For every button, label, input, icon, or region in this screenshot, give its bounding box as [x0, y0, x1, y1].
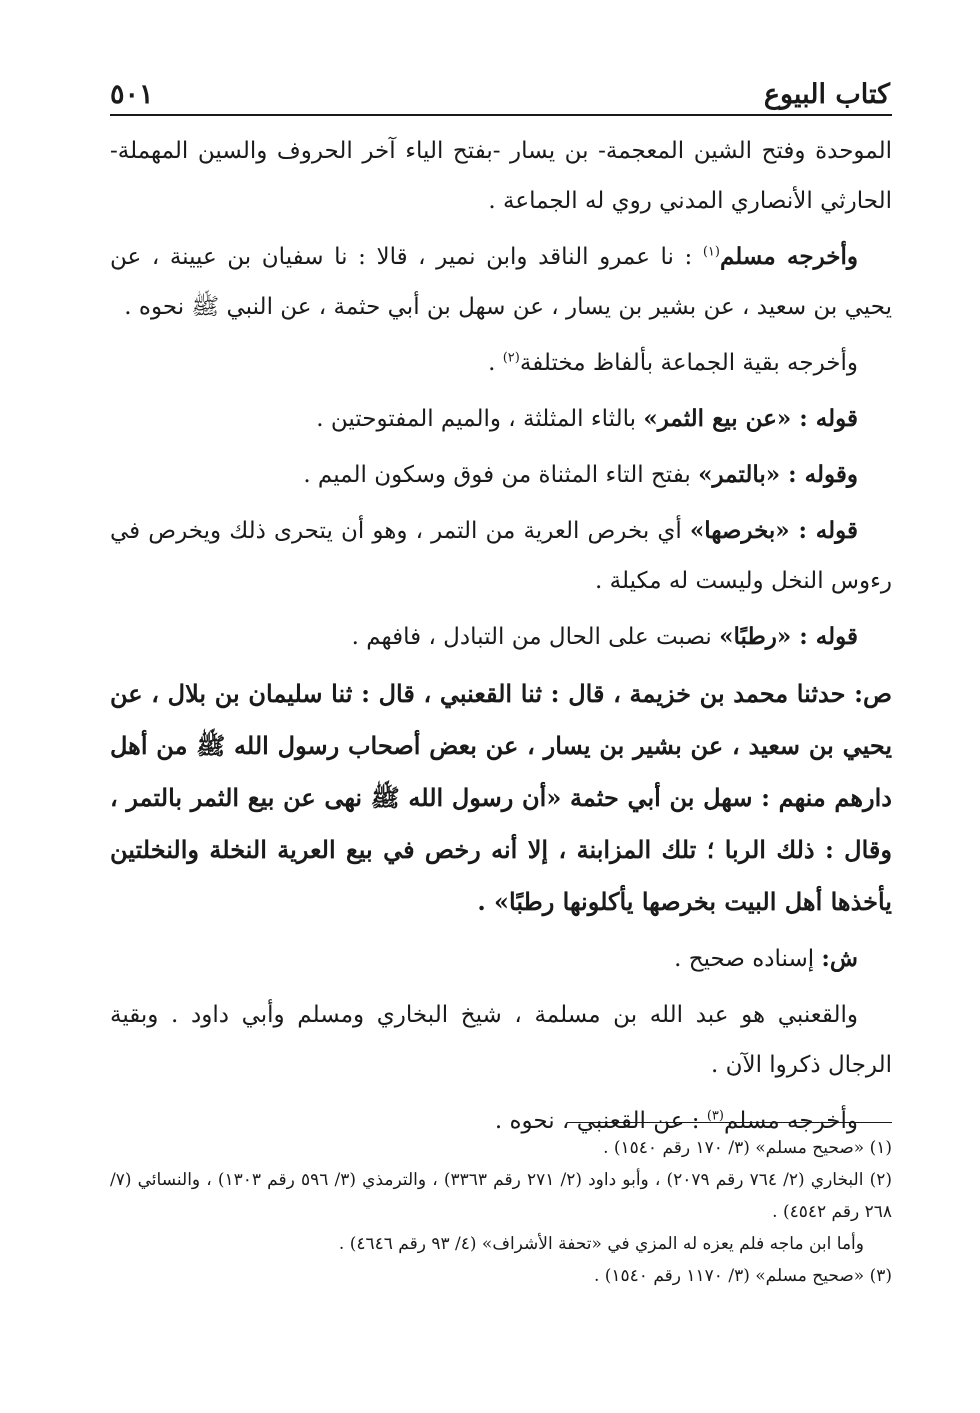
- gloss-lead: قوله : «بخرصها»: [689, 517, 858, 544]
- gloss-thamar: [110, 394, 892, 444]
- paragraph-qanabi: والقعنبي هو عبد الله بن مسلمة ، شيخ البخاري ومسلم وأبي داود . وبقية الرجال ذكروا الآن .: [110, 1002, 892, 1078]
- gloss-lead: قوله : «رطبًا»: [719, 623, 858, 650]
- footnote-ref-1[interactable]: (١): [702, 244, 720, 260]
- footnote-2-continuation: وأما ابن ماجه فلم يعزه له المزي في «تحفة الأشراف» (٤/ ٩٣ رقم ٤٦٤٦) .: [338, 1234, 864, 1254]
- paragraph-narrator-description: الموحدة وفتح الشين المعجمة- بن يسار -بفتح الياء آخر الحروف والسين المهملة- الحارثي الأنصاري المدني روي له الجماعة .: [110, 138, 892, 214]
- sharh-text: إسناده صحيح .: [674, 946, 815, 972]
- running-header: [110, 58, 890, 110]
- header-divider: [110, 114, 892, 116]
- sharh-paragraph: [110, 934, 892, 984]
- gloss-text: أي بخرص العرية من التمر ، وهو أن يتحرى ذلك ويخرص في رءوس النخل وليست له مكيلة .: [110, 518, 892, 594]
- takhrij-text: وأخرجه مسلم: [723, 1108, 858, 1134]
- takhrij-lead: وأخرجه مسلم: [719, 243, 858, 270]
- footnote-2: (٢) البخاري (٢/ ٧٦٤ رقم ٢٠٧٩) ، وأبو داود (٢/ ٢٧١ رقم ٣٣٦٣) ، والترمذي (٣/ ٥٩٦ رقم ١٣٠٣) ، والنسائي (٧/ ٢٦٨ رقم ٤٥٤٢) .: [110, 1170, 893, 1222]
- gloss-text: بفتح التاء المثناة من فوق وسكون الميم .: [303, 462, 691, 488]
- gloss-text: نصبت على الحال من التبادل ، فافهم .: [351, 624, 712, 650]
- footnote-ref-3[interactable]: (٣): [706, 1108, 724, 1124]
- main-text: [110, 126, 892, 1152]
- book-title: كتاب البيوع: [763, 79, 890, 110]
- takhrij-end: : عن القعنبي ، نحوه .: [494, 1108, 700, 1134]
- footnotes: [110, 1132, 892, 1292]
- footnote-3: (٣) «صحيح مسلم» (٣/ ١١٧٠ رقم ١٥٤٠) .: [593, 1266, 892, 1286]
- other-takhrij-text: وأخرجه بقية الجماعة بألفاظ مختلفة: [519, 350, 858, 376]
- footnote-divider: [567, 1122, 892, 1123]
- footnote-ref-2[interactable]: (٢): [502, 350, 520, 366]
- paragraph-other-takhrij: [110, 338, 892, 388]
- sentence-end: .: [488, 350, 496, 376]
- hadith-text: ص: حدثنا محمد بن خزيمة ، قال : ثنا القعنبي ، قال : ثنا سليمان بن بلال ، عن يحيي بن سعيد ، عن بشير بن يسار ، عن بعض أصحاب رسول الله ﷺ من أهل دارهم منهم : سهل بن أبي حثمة «أن رسول الله ﷺ نهى عن بيع الثمر بالتمر ، وقال : ذلك الربا ؛ تلك المزابنة ، إلا أنه رخص في بيع العرية النخلة والنخلتين يأخذها أهل البيت بخرصها يأكلونها رطبًا» .: [110, 679, 892, 916]
- gloss-tamr: [110, 450, 892, 500]
- gloss-kharsiha: [110, 506, 892, 606]
- footnote-1: (١) «صحيح مسلم» (٣/ ١٧٠ رقم ١٥٤٠) .: [603, 1138, 892, 1158]
- gloss-lead: قوله : «عن بيع الثمر»: [643, 405, 858, 432]
- gloss-text: بالثاء المثلثة ، والميم المفتوحتين .: [316, 406, 637, 432]
- paragraph-muslim-takhrij: [110, 232, 892, 332]
- gloss-lead: وقوله : «بالتمر»: [698, 461, 858, 488]
- sharh-lead: ش:: [821, 945, 858, 972]
- page-number: ٥٠١: [110, 79, 154, 110]
- takhrij-text: : نا عمرو الناقد وابن نمير ، قالا : نا سفيان بن عيينة ، عن يحيي بن سعيد ، عن بشير بن يسار ، عن سهل بن أبي حثمة ، عن النبي ﷺ نحوه .: [110, 244, 892, 320]
- gloss-rutaban: [110, 612, 892, 662]
